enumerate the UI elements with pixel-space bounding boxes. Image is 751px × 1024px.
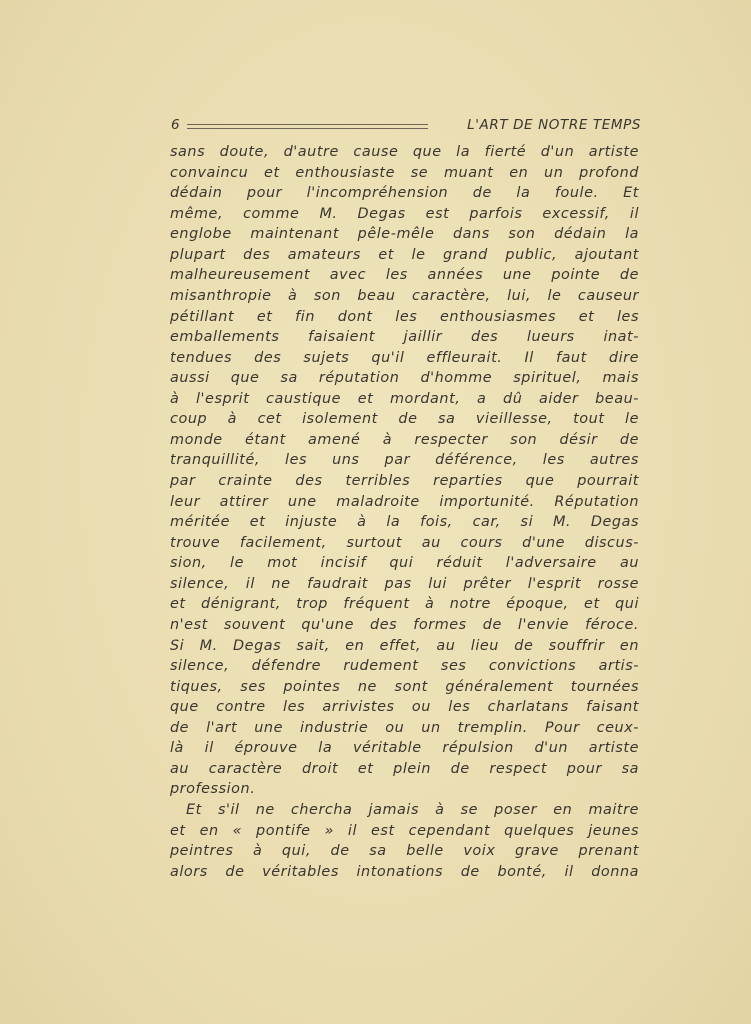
text-line: peintres à qui, de sa belle voix grave prenant (170, 843, 639, 860)
text-line: Et s'il ne chercha jamais à se poser en maitre (186, 802, 639, 818)
text-line: méritée et injuste à la fois, car, si M. Degas (170, 514, 639, 531)
page-number: 6 (171, 117, 181, 133)
text-line: trouve facilement, surtout au cours d'une discus- (170, 534, 639, 551)
text-line: par crainte des terribles reparties que pourrait (170, 473, 639, 489)
text-line: misanthropie à son beau caractère, lui, le causeur (170, 287, 639, 304)
text-line: malheureusement avec les années une pointe de (170, 267, 639, 284)
text-line: de l'art une industrie ou un tremplin. Pour ceux- (170, 719, 639, 736)
text-line: silence, défendre rudement ses convictions artis- (170, 658, 639, 675)
text-line: englobe maintenant pêle-mêle dans son dédain la (170, 226, 639, 243)
running-title: L'ART DE NOTRE TEMPS (467, 117, 641, 133)
header-double-rule (187, 124, 428, 129)
text-line: pétillant et fin dont les enthousiasmes et les (170, 308, 639, 325)
text-line: et en « pontife » il est cependant quelques jeunes (170, 822, 639, 839)
text-line: même, comme M. Degas est parfois excessif, il (170, 205, 639, 222)
running-header (171, 116, 641, 136)
text-line: silence, il ne faudrait pas lui prêter l'esprit rosse (170, 575, 639, 592)
text-line: emballements faisaient jaillir des lueurs inat- (170, 329, 639, 346)
text-line: au caractère droit et plein de respect pour sa (170, 760, 639, 777)
text-line: convaincu et enthousiaste se muant en un profond (170, 164, 639, 181)
text-line: tiques, ses pointes ne sont généralement tournées (170, 678, 639, 695)
text-line: à l'esprit caustique et mordant, a dû aider beau- (170, 390, 639, 407)
text-line: tranquillité, les uns par déférence, les autres (170, 452, 639, 469)
text-line: leur attirer une maladroite importunité. Réputation (170, 493, 639, 510)
text-line: Si M. Degas sait, en effet, au lieu de souffrir en (170, 637, 639, 654)
text-line: dédain pour l'incompréhension de la foule. Et (170, 185, 639, 202)
text-line: aussi que sa réputation d'homme spirituel, mais (170, 370, 639, 387)
body-text (170, 142, 639, 882)
text-line: et dénigrant, trop fréquent à notre époque, et qui (170, 596, 639, 613)
text-line: sans doute, d'autre cause que la fierté d'un artiste (170, 144, 639, 160)
text-line: coup à cet isolement de sa vieillesse, tout le (170, 411, 639, 428)
text-line: sion, le mot incisif qui réduit l'adversaire au (170, 555, 639, 572)
text-line: alors de véritables intonations de bonté, il donna (170, 863, 639, 880)
text-line: monde étant amené à respecter son désir de (170, 431, 639, 448)
text-line: profession. (170, 781, 256, 798)
text-line: tendues des sujets qu'il effleurait. Il faut dire (170, 349, 639, 366)
text-line: n'est souvent qu'une des formes de l'envie féroce. (170, 616, 639, 633)
text-line: là il éprouve la véritable répulsion d'un artiste (170, 740, 639, 757)
text-line: plupart des amateurs et le grand public, ajoutant (170, 246, 639, 263)
text-line: que contre les arrivistes ou les charlatans faisant (170, 699, 639, 716)
